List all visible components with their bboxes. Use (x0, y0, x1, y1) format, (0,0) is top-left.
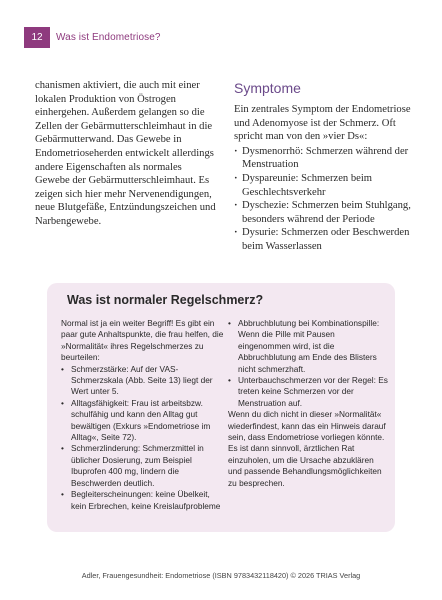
info-box (47, 283, 395, 532)
symptome-intro: Ein zentrales Symptom der Endometriose und Adenomyose ist der Schmerz. Oft spricht man von den »vier Ds«: (234, 104, 411, 143)
info-box-outro: Wenn du dich nicht in dieser »Normalität« wiederfindest, kann das ein Hinweis darauf sein, dass Endometriose vorliegen könnte. Es ist dann sinnvoll, ärztlichen Rat einzuholen, um die Ursache abzuklären und passende Behandlungsmöglichkeiten zu besprechen. (228, 409, 386, 488)
criteria-item: • Unterbauchschmerzen vor der Regel: Es treten keine Schmerzen vor der Menstruation auf. (228, 375, 388, 409)
page-number: 12 (24, 27, 50, 48)
criteria-item: • Schmerzstärke: Auf der VAS-Schmerzskala (Abb. Seite 13) liegt der Wert unter 5. (61, 364, 227, 398)
criteria-list-continued (228, 318, 388, 409)
criteria-item: • Schmerzlinderung: Schmerzmittel in üblicher Dosierung, zum Beispiel Ibuprofen 400 mg, lindern die Beschwerden deutlich. (61, 443, 227, 489)
symptom-item: · Dyspareunie: Schmerzen beim Geschlechtsverkehr (234, 172, 414, 199)
info-box-intro: Normal ist ja ein weiter Begriff! Es gibt ein paar gute Anhaltspunkte, die frau helfen, die »Normalität« ihres Regelschmerzes zu beurteilen: (61, 318, 224, 363)
page-header (0, 0, 442, 64)
symptom-item: · Dyschezie: Schmerzen beim Stuhlgang, besonders während der Periode (234, 199, 414, 226)
left-column (35, 79, 217, 229)
symptom-item: · Dysurie: Schmerzen oder Beschwerden beim Wasserlassen (234, 226, 414, 253)
section-heading-symptome: Symptome (234, 80, 301, 96)
criteria-list (61, 364, 227, 512)
info-box-left-column (61, 318, 227, 512)
running-title: Was ist Endometriose? (56, 32, 161, 43)
criteria-item: • Begleiterscheinungen: keine Übelkeit, kein Erbrechen, keine Kreislaufprobleme (61, 489, 227, 512)
right-column (234, 79, 414, 254)
body-paragraph: chanismen aktiviert, die auch mit einer lokalen Produktion von Östrogen einhergehen. Außerdem gelangen so die Zellen der Gebärmutterschleimhaut in die Gebärmutterwand. Das Gewebe in Endometrioseherden entwickelt allerdings andere Eigenschaften als normales Gewebe der Gebärmutterschleimhaut. Es zeigen sich hier mehr Nervenendigungen, neue Blutgefäße, Entzündungszeichen und Narbengewebe. (35, 80, 216, 227)
criteria-item: • Alltagsfähigkeit: Frau ist arbeitsbzw. schulfähig und kann den Alltag gut bewältigen (Exkurs »Endometriose im Alltag«, Seite 72). (61, 398, 227, 444)
page-footer: Adler, Frauengesundheit: Endometriose (ISBN 9783432118420) © 2026 TRIAS Verlag (81, 571, 361, 580)
criteria-item: • Abbruchblutung bei Kombinationspille: Wenn die Pille mit Pausen eingenommen wird, ist die Abbruchblutung am Ende des Blisters nicht schmerzhaft. (228, 318, 388, 375)
symptom-item: · Dysmenorrhö: Schmerzen während der Menstruation (234, 145, 414, 172)
info-box-title: Was ist normaler Regelschmerz? (67, 293, 264, 307)
info-box-right-column (228, 318, 388, 489)
symptom-list (234, 145, 414, 254)
